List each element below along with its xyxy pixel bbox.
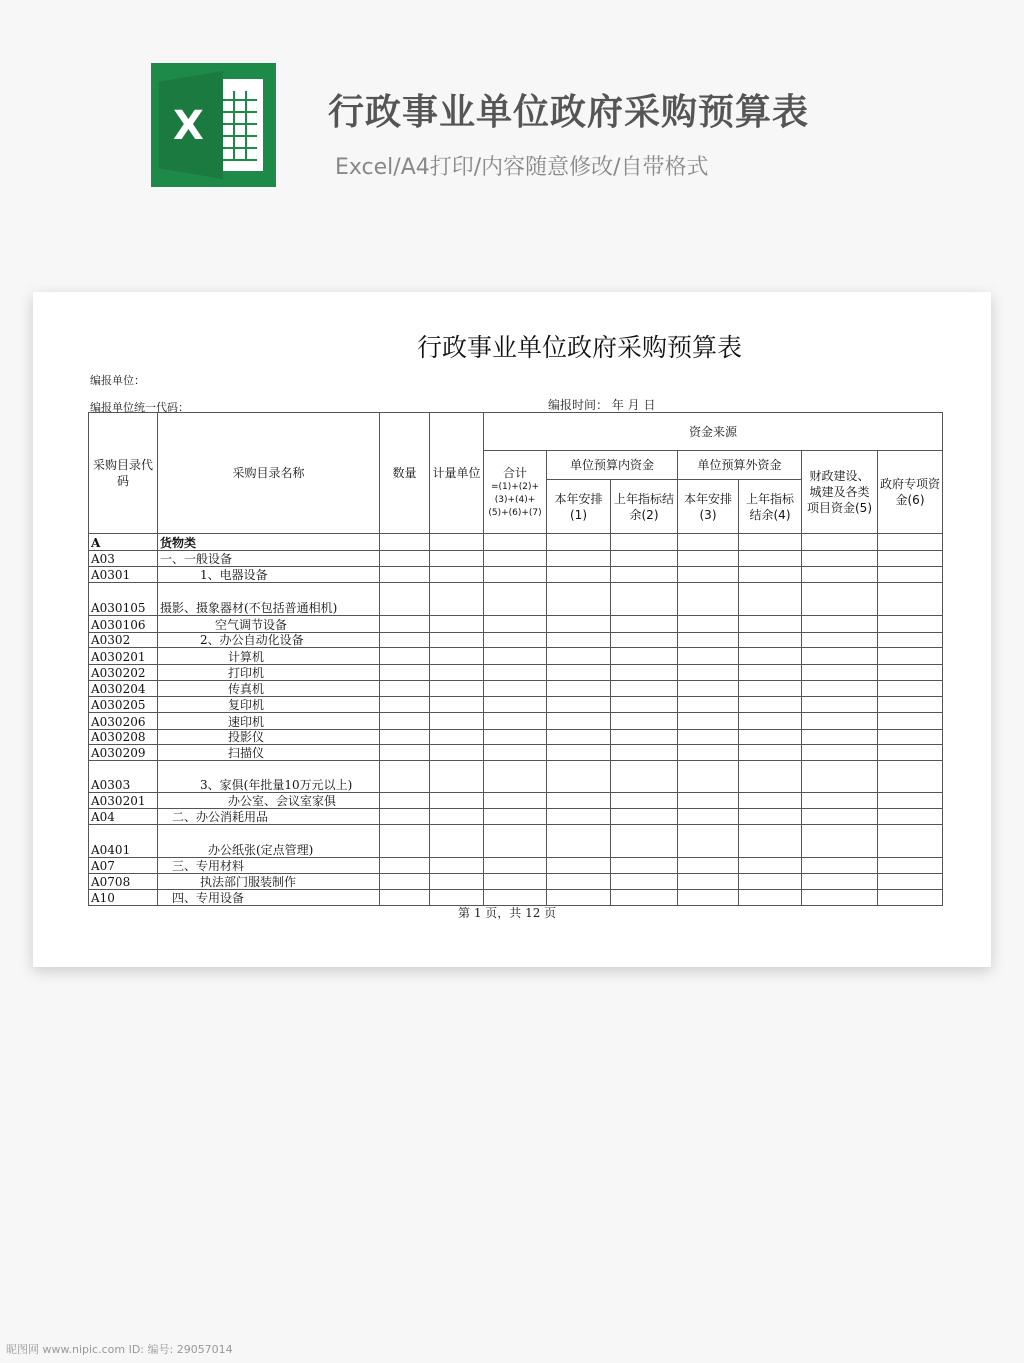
cell-value[interactable] [739, 665, 802, 681]
cell-value[interactable] [547, 633, 611, 648]
cell-value[interactable] [547, 761, 611, 793]
cell-value[interactable] [739, 697, 802, 713]
cell-code[interactable]: A0302 [89, 633, 158, 648]
cell-value[interactable] [878, 793, 943, 809]
cell-value[interactable] [484, 730, 547, 745]
cell-value[interactable] [430, 745, 484, 761]
cell-value[interactable] [380, 616, 430, 633]
cell-value[interactable] [678, 697, 739, 713]
cell-code[interactable]: A030105 [89, 583, 158, 616]
header-in-budget: 单位预算内资金 [547, 451, 678, 480]
header-name: 采购目录名称 [158, 413, 380, 534]
cell-value[interactable] [484, 745, 547, 761]
cell-value[interactable] [547, 858, 611, 874]
cell-code[interactable]: A030204 [89, 681, 158, 697]
cell-value[interactable] [739, 825, 802, 858]
cell-value[interactable] [547, 793, 611, 809]
cell-value[interactable] [380, 858, 430, 874]
header-out-budget: 单位预算外资金 [678, 451, 802, 480]
cell-value[interactable] [802, 874, 878, 890]
cell-value[interactable] [430, 583, 484, 616]
cell-name[interactable]: 计算机 [158, 648, 380, 665]
cell-value[interactable] [878, 648, 943, 665]
cell-code[interactable]: A [89, 534, 158, 551]
cell-value[interactable] [430, 713, 484, 730]
cell-value[interactable] [484, 534, 547, 551]
cell-value[interactable] [611, 697, 678, 713]
cell-name[interactable]: 扫描仪 [158, 745, 380, 761]
cell-value[interactable] [380, 665, 430, 681]
cell-code[interactable]: A07 [89, 858, 158, 874]
cell-value[interactable] [878, 551, 943, 567]
cell-value[interactable] [878, 567, 943, 583]
cell-value[interactable] [380, 551, 430, 567]
cell-code[interactable]: A030206 [89, 713, 158, 730]
cell-value[interactable] [611, 793, 678, 809]
cell-value[interactable] [678, 616, 739, 633]
cell-value[interactable] [878, 681, 943, 697]
cell-name[interactable]: 投影仪 [158, 730, 380, 745]
cell-value[interactable] [878, 825, 943, 858]
table-row [89, 825, 943, 858]
cell-value[interactable] [484, 858, 547, 874]
cell-value[interactable] [878, 583, 943, 616]
header-fiscal-5: 财政建设、城建及各类项目资金(5) [802, 451, 878, 534]
page-indicator: 第 1 页，共 12 页 [458, 906, 557, 920]
header-total [484, 451, 547, 534]
cell-value[interactable] [547, 648, 611, 665]
cell-code[interactable]: A030208 [89, 730, 158, 745]
cell-code[interactable]: A030209 [89, 745, 158, 761]
cell-value[interactable] [878, 858, 943, 874]
cell-value[interactable] [380, 534, 430, 551]
header-fund-source: 资金来源 [484, 413, 943, 451]
cell-value[interactable] [484, 567, 547, 583]
cell-value[interactable] [678, 567, 739, 583]
cell-code[interactable]: A0401 [89, 825, 158, 858]
cell-value[interactable] [739, 809, 802, 825]
header-this-year-3: 本年安排(3) [678, 480, 739, 534]
cell-value[interactable] [430, 761, 484, 793]
cell-code[interactable]: A030201 [89, 648, 158, 665]
budget-table [88, 412, 943, 906]
cell-value[interactable] [430, 809, 484, 825]
cell-value[interactable] [739, 648, 802, 665]
cell-value[interactable] [878, 713, 943, 730]
cell-value[interactable] [678, 809, 739, 825]
cell-value[interactable] [678, 825, 739, 858]
cell-name[interactable]: 办公纸张(定点管理) [158, 825, 380, 858]
cell-value[interactable] [739, 745, 802, 761]
cell-value[interactable] [547, 874, 611, 890]
cell-value[interactable] [484, 809, 547, 825]
cell-value[interactable] [802, 681, 878, 697]
table-row [89, 616, 943, 633]
cell-name[interactable]: 二、办公消耗用品 [158, 809, 380, 825]
cell-value[interactable] [678, 633, 739, 648]
cell-value[interactable] [802, 551, 878, 567]
cell-value[interactable] [611, 761, 678, 793]
header-unit: 计量单位 [430, 413, 484, 534]
cell-value[interactable] [380, 730, 430, 745]
cell-value[interactable] [430, 681, 484, 697]
cell-value[interactable] [611, 616, 678, 633]
cell-value[interactable] [611, 890, 678, 906]
cell-value[interactable] [678, 858, 739, 874]
cell-value[interactable] [739, 681, 802, 697]
table-row [89, 551, 943, 567]
cell-value[interactable] [678, 648, 739, 665]
cell-value[interactable] [611, 858, 678, 874]
cell-value[interactable] [678, 681, 739, 697]
cell-value[interactable] [430, 825, 484, 858]
cell-name[interactable]: 摄影、摄象器材(不包括普通相机) [158, 583, 380, 616]
cell-name[interactable]: 三、专用材料 [158, 858, 380, 874]
cell-value[interactable] [739, 761, 802, 793]
table-row [89, 793, 943, 809]
cell-value[interactable] [802, 567, 878, 583]
cell-code[interactable]: A0303 [89, 761, 158, 793]
cell-value[interactable] [878, 745, 943, 761]
cell-value[interactable] [739, 713, 802, 730]
cell-value[interactable] [484, 665, 547, 681]
cell-value[interactable] [678, 890, 739, 906]
cell-code[interactable]: A030202 [89, 665, 158, 681]
cell-value[interactable] [380, 745, 430, 761]
cell-value[interactable] [611, 730, 678, 745]
cell-value[interactable] [430, 858, 484, 874]
cell-value[interactable] [802, 713, 878, 730]
cell-value[interactable] [802, 534, 878, 551]
unit-code-label: 编报单位统一代码： [90, 401, 189, 414]
cell-value[interactable] [678, 583, 739, 616]
cell-value[interactable] [739, 567, 802, 583]
banner-title: 行政事业单位政府采购预算表 [328, 92, 810, 133]
cell-name[interactable]: 3、家俱(年批量10万元以上) [158, 761, 380, 793]
cell-value[interactable] [380, 761, 430, 793]
cell-value[interactable] [678, 793, 739, 809]
header-total-formula: =(1)+(2)+(3)+(4)+(5)+(6)+(7) [488, 481, 542, 518]
cell-value[interactable] [380, 809, 430, 825]
cell-name[interactable]: 1、电器设备 [158, 567, 380, 583]
cell-value[interactable] [802, 665, 878, 681]
table-row [89, 665, 943, 681]
cell-value[interactable] [484, 793, 547, 809]
cell-value[interactable] [547, 825, 611, 858]
cell-value[interactable] [430, 616, 484, 633]
cell-value[interactable] [547, 583, 611, 616]
table-row [89, 858, 943, 874]
cell-value[interactable] [611, 567, 678, 583]
cell-value[interactable] [678, 665, 739, 681]
cell-value[interactable] [878, 633, 943, 648]
table-row [89, 534, 943, 551]
cell-name[interactable]: 办公室、会议室家俱 [158, 793, 380, 809]
cell-code[interactable]: A04 [89, 809, 158, 825]
cell-value[interactable] [484, 616, 547, 633]
cell-value[interactable] [802, 809, 878, 825]
cell-value[interactable] [878, 809, 943, 825]
cell-code[interactable]: A030106 [89, 616, 158, 633]
cell-value[interactable] [878, 534, 943, 551]
cell-name[interactable]: 执法部门服装制作 [158, 874, 380, 890]
cell-name[interactable]: 传真机 [158, 681, 380, 697]
cell-value[interactable] [430, 567, 484, 583]
spreadsheet-preview [33, 292, 991, 967]
banner-subtitle: Excel/A4打印/内容随意修改/自带格式 [335, 155, 709, 180]
cell-value[interactable] [878, 874, 943, 890]
cell-value[interactable] [484, 633, 547, 648]
logo-letter: X [173, 103, 204, 149]
cell-value[interactable] [547, 551, 611, 567]
cell-code[interactable]: A030201 [89, 793, 158, 809]
cell-value[interactable] [878, 890, 943, 906]
cell-code[interactable]: A03 [89, 551, 158, 567]
document-title: 行政事业单位政府采购预算表 [417, 333, 743, 362]
table-row [89, 745, 943, 761]
cell-value[interactable] [430, 633, 484, 648]
table-row [89, 633, 943, 648]
cell-value[interactable] [430, 874, 484, 890]
cell-value[interactable] [739, 793, 802, 809]
cell-value[interactable] [430, 730, 484, 745]
cell-name[interactable]: 打印机 [158, 665, 380, 681]
cell-value[interactable] [878, 730, 943, 745]
header-gov-6: 政府专项资金(6) [878, 451, 943, 534]
cell-value[interactable] [802, 648, 878, 665]
cell-name[interactable]: 货物类 [158, 534, 380, 551]
cell-name[interactable]: 速印机 [158, 713, 380, 730]
header-last-year-2: 上年指标结余(2) [611, 480, 678, 534]
cell-value[interactable] [430, 551, 484, 567]
cell-value[interactable] [611, 825, 678, 858]
cell-value[interactable] [878, 761, 943, 793]
cell-value[interactable] [547, 809, 611, 825]
cell-value[interactable] [802, 745, 878, 761]
cell-value[interactable] [802, 730, 878, 745]
cell-value[interactable] [739, 874, 802, 890]
cell-value[interactable] [380, 874, 430, 890]
cell-value[interactable] [484, 874, 547, 890]
cell-value[interactable] [380, 697, 430, 713]
cell-value[interactable] [802, 616, 878, 633]
header-code: 采购目录代码 [89, 413, 158, 534]
cell-value[interactable] [380, 633, 430, 648]
table-row [89, 809, 943, 825]
cell-value[interactable] [380, 890, 430, 906]
cell-value[interactable] [739, 551, 802, 567]
cell-value[interactable] [611, 534, 678, 551]
cell-name[interactable]: 四、专用设备 [158, 890, 380, 906]
table-row [89, 681, 943, 697]
cell-value[interactable] [739, 616, 802, 633]
cell-value[interactable] [484, 551, 547, 567]
cell-value[interactable] [430, 648, 484, 665]
table-row [89, 583, 943, 616]
cell-value[interactable] [547, 665, 611, 681]
table-row [89, 874, 943, 890]
cell-value[interactable] [484, 681, 547, 697]
table-row [89, 761, 943, 793]
cell-value[interactable] [430, 534, 484, 551]
cell-code[interactable]: A0708 [89, 874, 158, 890]
cell-value[interactable] [678, 874, 739, 890]
cell-value[interactable] [547, 567, 611, 583]
cell-value[interactable] [678, 761, 739, 793]
cell-value[interactable] [739, 890, 802, 906]
cell-value[interactable] [547, 730, 611, 745]
unit-label: 编报单位： [90, 374, 145, 387]
cell-value[interactable] [484, 761, 547, 793]
cell-value[interactable] [380, 567, 430, 583]
cell-value[interactable] [430, 793, 484, 809]
cell-value[interactable] [380, 648, 430, 665]
cell-value[interactable] [547, 681, 611, 697]
cell-value[interactable] [484, 713, 547, 730]
cell-value[interactable] [611, 745, 678, 761]
cell-value[interactable] [484, 825, 547, 858]
cell-value[interactable] [611, 665, 678, 681]
table-row [89, 648, 943, 665]
cell-value[interactable] [739, 633, 802, 648]
cell-value[interactable] [611, 551, 678, 567]
cell-value[interactable] [678, 730, 739, 745]
cell-code[interactable]: A0301 [89, 567, 158, 583]
cell-value[interactable] [484, 648, 547, 665]
cell-value[interactable] [430, 697, 484, 713]
table-row [89, 713, 943, 730]
cell-value[interactable] [678, 745, 739, 761]
cell-value[interactable] [611, 648, 678, 665]
cell-value[interactable] [802, 793, 878, 809]
cell-value[interactable] [878, 665, 943, 681]
cell-value[interactable] [547, 745, 611, 761]
cell-value[interactable] [739, 858, 802, 874]
watermark-text: 昵图网 www.nipic.com ID: 编号: 29057014 [6, 1343, 233, 1356]
cell-value[interactable] [739, 583, 802, 616]
cell-value[interactable] [547, 616, 611, 633]
excel-logo-icon [151, 63, 276, 187]
cell-value[interactable] [380, 825, 430, 858]
cell-value[interactable] [611, 681, 678, 697]
header-total-label: 合计 [502, 465, 527, 480]
table-row [89, 730, 943, 745]
date-label: 编报时间： 年 月 日 [548, 398, 656, 412]
cell-value[interactable] [380, 713, 430, 730]
cell-value[interactable] [547, 713, 611, 730]
cell-name[interactable]: 复印机 [158, 697, 380, 713]
header-last-year-4: 上年指标结余(4) [739, 480, 802, 534]
cell-value[interactable] [678, 713, 739, 730]
cell-value[interactable] [380, 681, 430, 697]
cell-value[interactable] [611, 713, 678, 730]
cell-value[interactable] [611, 809, 678, 825]
cell-name[interactable]: 2、办公自动化设备 [158, 633, 380, 648]
table-row [89, 567, 943, 583]
cell-value[interactable] [380, 793, 430, 809]
cell-value[interactable] [678, 534, 739, 551]
cell-value[interactable] [484, 583, 547, 616]
cell-value[interactable] [739, 730, 802, 745]
cell-value[interactable] [878, 616, 943, 633]
cell-value[interactable] [802, 890, 878, 906]
cell-value[interactable] [547, 534, 611, 551]
cell-value[interactable] [484, 697, 547, 713]
header-this-year-1: 本年安排(1) [547, 480, 611, 534]
cell-value[interactable] [380, 583, 430, 616]
cell-code[interactable]: A030205 [89, 697, 158, 713]
cell-value[interactable] [739, 534, 802, 551]
cell-value[interactable] [802, 583, 878, 616]
cell-value[interactable] [802, 825, 878, 858]
cell-value[interactable] [611, 633, 678, 648]
cell-name[interactable]: 一、一般设备 [158, 551, 380, 567]
cell-value[interactable] [802, 761, 878, 793]
cell-value[interactable] [802, 633, 878, 648]
cell-code[interactable]: A10 [89, 890, 158, 906]
cell-name[interactable]: 空气调节设备 [158, 616, 380, 633]
cell-value[interactable] [678, 551, 739, 567]
cell-value[interactable] [611, 583, 678, 616]
cell-value[interactable] [430, 665, 484, 681]
cell-value[interactable] [802, 858, 878, 874]
cell-value[interactable] [878, 697, 943, 713]
header-qty: 数量 [380, 413, 430, 534]
cell-value[interactable] [547, 697, 611, 713]
cell-value[interactable] [611, 874, 678, 890]
cell-value[interactable] [802, 697, 878, 713]
table-row [89, 697, 943, 713]
